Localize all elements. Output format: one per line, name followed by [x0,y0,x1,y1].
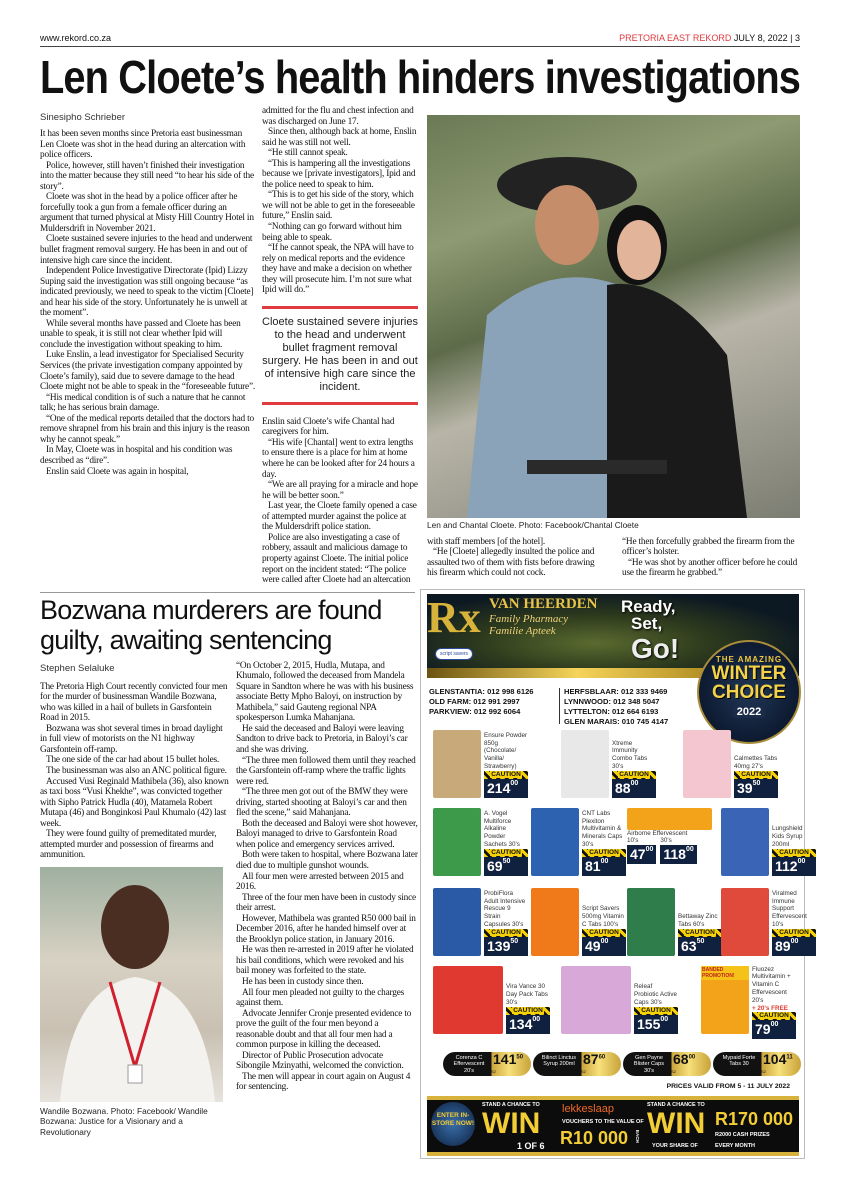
winter-choice-badge [697,640,801,744]
story2-column2 [236,661,418,1093]
paragraph: The men will appear in court again on August 4 for sentencing. [236,1071,411,1093]
price-rand: 68 [673,1050,689,1067]
story1-column2-bottom [262,417,418,586]
caution-text: CAUTION [513,1006,543,1014]
promo-badge: BANDED PROMOTION! [701,966,749,980]
separator: | [790,33,793,43]
story1-column4 [622,537,802,579]
product-item [433,730,528,798]
rx-logo: Rx [427,592,481,642]
competition-banner [427,1096,799,1156]
caution-label [484,771,528,779]
headline-story1: Len Cloete’s health hinders investigations [40,51,801,103]
price-rand: 88 [615,779,631,796]
section-divider [40,592,415,593]
price-tag [752,1020,796,1039]
paragraph: He said the deceased and Baloyi were leaving Sandton to drive back to Pretoria, in Baloyi’s car and she was driving. [236,723,408,755]
product-image [627,888,675,956]
product-name: Ensure Powder 850g (Chocolate/ Vanilla/ Strawberry) [484,731,528,770]
featured-price-pill [533,1052,621,1076]
price-tag [634,1015,678,1034]
price-cents: 50 [752,779,761,787]
caution-label [612,771,656,779]
paragraph: He was then re-arrested in 2019 after he violated his bail conditions, which were revoked and his bail money was forfeited to the state. [236,945,414,977]
product-item [531,888,626,956]
price-rand: 87 [583,1050,599,1067]
variant-2: 30's [660,837,672,845]
headline-story2: Bozwana murderers are found guilty, awaiting sentencing [40,594,382,655]
one-of-six: 1 OF 6 [517,1140,545,1151]
pill-price [493,1052,523,1067]
featured-price-pill [443,1052,531,1076]
product-name: Bettaway Zinc Tabs 60's [678,913,718,928]
price-cents: 00 [790,937,799,945]
paragraph: with staff members [of the hotel]. [427,536,545,547]
paragraph: Both the deceased and Baloyi were shot however, Baloyi managed to drive to Garsfontein Road when police and emergency services arrived. [236,818,418,850]
product-name: A. Vogel Multiforce Alkaline Powder Sachets 30's [484,809,520,848]
product-image [627,808,712,830]
price-rand: 139 [487,937,511,954]
promo-top: THE AMAZING [715,654,783,664]
pull-quote: Cloete sustained severe injuries to the head and underwent bullet fragment removal surgery. He has been in and out of intensive high care since the incident. [262,306,418,405]
product-image [531,888,579,956]
price-tag [484,779,528,798]
paragraph: admitted for the flu and chest infection and was discharged on June 17. [262,106,414,127]
caution-label [752,1012,796,1020]
story1-column2-top [262,106,418,296]
paragraph: “His wife [Chantal] went to extra lengths to ensure there is a place for him at home where he can be looked after for 24 hours a day. [262,437,415,480]
phone-entry: GLEN MARAIS: 010 745 4147 [564,716,669,726]
product-image [721,888,769,956]
byline-story2: Stephen Selaluke [40,662,115,674]
photo-figure [40,867,223,1102]
product-item [683,730,778,798]
paragraph: Police, however, still haven’t finished their investigation into the matter because they still need “to hear his side of the story”. [40,160,254,192]
story1-column1 [40,129,256,477]
slogan [621,598,676,632]
schedule-code: S2 [491,1068,496,1074]
caution-text: CAUTION [491,770,521,778]
price-cents: 50 [516,1054,524,1061]
caution-text: CAUTION [779,848,809,856]
product-name: CNT Labs Plexiton Multivitamin & Minerals Caps 30's [582,809,623,848]
product-item [701,966,796,1040]
caution-label [634,1007,678,1015]
product-image [561,966,631,1034]
paragraph: “One of the medical reports detailed that the doctors had to remove shrapnel from his brain and this injury is the reason why he cannot speak.” [40,413,254,445]
price-cents: 00 [685,846,694,854]
phone-entry: HERFSBLAAR: 012 333 9469 [564,686,668,696]
price-tag [734,779,778,798]
product-image [531,808,579,876]
caution-text: CAUTION [741,770,771,778]
price-tag [772,857,816,876]
paragraph: In May, Cloete was in hospital and his condition was described as “dire”. [40,445,233,466]
price-tag [612,779,656,798]
caution-label [734,771,778,779]
phones-left [429,687,534,717]
story1-body [40,106,418,586]
paragraph: “He [Cloete] allegedly insulted the police and assaulted two of them with fists before drawing his firearm which could not cock. [427,547,595,579]
paragraph: Enslin said Cloete was again in hospital, [46,466,189,477]
caution-text: CAUTION [779,928,809,936]
pill-product-name: Gen Payne Blister Caps 30's [633,1054,665,1074]
paragraph: He has been in custody since then. [242,977,364,987]
paragraph: “He was shot by another officer before he could use the firearm he grabbed.” [622,557,798,579]
story2-column1 [40,682,230,861]
product-image [701,966,749,1034]
product-image [433,730,481,798]
paragraph: “He still cannot speak. [268,148,348,159]
lekkeslaap-logo: lekkeslaap [562,1102,614,1115]
caution-text: CAUTION [759,1012,789,1020]
win-1: WIN [482,1106,541,1140]
win-2: WIN [647,1106,706,1140]
paragraph: Bozwana was shot several times in broad daylight in full view of motorists on the N1 highway Garsfontein off-ramp. [40,723,223,755]
caution-label [772,929,816,937]
product-image [433,808,481,876]
each-label: EACH [635,1129,640,1143]
price-rand: 47 [630,846,646,863]
amount-2: R170 000 [715,1108,794,1129]
paragraph: Both were taken to hospital, where Bozwana later died due to multiple gunshot wounds. [236,850,418,871]
product-item [433,888,528,956]
pill-price [673,1052,695,1067]
price-rand: 89 [775,937,791,954]
brand-title: VAN HEERDEN [489,595,598,612]
product-name: Releaf Probiotic Active Caps 30's [634,983,678,1006]
variant-1: 10's [627,837,639,845]
product-extra: + 20's FREE [752,1004,788,1012]
product-item [433,808,528,876]
vouchers-label: VOUCHERS TO THE VALUE OF [562,1118,644,1125]
price-cents: 00 [797,857,806,865]
price-rand: 81 [585,857,601,874]
slogan-go: Go! [631,632,680,664]
price-cents: 00 [630,779,639,787]
caution-text: CAUTION [685,928,715,936]
chance-label-1: STAND A CHANCE TO [482,1101,540,1108]
phones-right [564,687,668,727]
product-name: Vira Vance 30 Day Pack Tabs 30's [506,983,548,1006]
product-image [433,966,503,1034]
caution-text: CAUTION [589,928,619,936]
price-tag [627,845,656,864]
page-number: 3 [794,33,800,43]
product-name: Script Savers 500mg Vitamin C Tabs 100's [582,905,624,928]
product-image [721,808,769,876]
paragraph: “He then forcefully grabbed the firearm from the officer’s holster. [622,536,795,558]
price-cents: 11 [786,1054,793,1061]
pill-price [763,1052,793,1067]
paragraph: “His medical condition is of such a nature that he cannot talk; he has serious brain damage. [40,392,246,414]
slogan-2: Set, [631,613,663,633]
caution-label [582,849,626,857]
gold-bar [427,668,727,678]
paragraph: “This is hampering all the investigations because we [private investigators], Ipid and the police need to speak to him. [262,158,416,190]
tagline-en: Family Pharmacy [489,612,569,625]
product-name: Airborne Effervescent [627,829,688,837]
paragraph: However, Mathibela was granted R50 000 bail in December 2016, after he handed himself over at the Brooklyn police station, in January 2016. [236,913,416,945]
caution-text: CAUTION [619,770,649,778]
tagline-af: Familie Apteek [489,624,556,637]
paragraph: Enslin said Cloete’s wife Chantal had caregivers for him. [262,416,395,438]
price-cents: 00 [770,1021,779,1029]
paragraph: “Nothing can go forward without him being able to speak. [262,222,402,243]
pill-product-name: Bilinct Linctus Syrup 200ml [541,1054,577,1068]
price-cents: 00 [532,1015,541,1023]
paragraph: Independent Police Investigative Directorate (Ipid) Lizzy Suping said the investigation was still ongoing because “as indicated previously, we need to speak to the victim [Cloete] and hear his side of the story. Unfortunately he is unwell at the moment”. [40,266,254,319]
product-item [627,808,712,865]
paragraph: Advocate Jennifer Cronje presented evidence to prove the guilt of the four men beyond a reasonable doubt and that all four men had a common purpose in killing the deceased. [236,1008,412,1051]
story1-column1-wrap [40,106,256,477]
product-name: Lungshield Kids Syrup 200ml [772,825,803,848]
masthead-right [619,33,800,43]
phone-entry: PARKVIEW: 012 992 6064 [429,706,521,716]
price-tag [484,857,528,876]
promo-choice: CHOICE [712,681,786,703]
month-label: EVERY MONTH [715,1142,756,1149]
paragraph: All four men were arrested between 2015 and 2016. [236,871,404,893]
caution-label [772,849,816,857]
price-rand: 155 [637,1015,661,1032]
price-rand: 141 [493,1050,517,1067]
paragraph: “The three men followed them until they reached the Garsfontein off-ramp where the traffic lights were red. [236,755,416,787]
product-item [433,966,550,1034]
story1-column2-wrap [262,106,418,586]
chance-label-2: STAND A CHANCE TO [647,1101,705,1108]
pill-product-name: Mypaid Forte Tabs 30 [722,1054,756,1068]
price-tag [582,937,626,956]
schedule-code: S2 [581,1068,586,1074]
price-tag [484,937,528,956]
caution-label [484,929,528,937]
product-name: Viralmed Immune Support Effervescent 10's [772,889,807,928]
photo-figures [427,115,800,518]
price-cents: 50 [510,937,519,945]
caution-label [582,929,626,937]
paragraph: While several months have passed and Cloete has been unable to speak, it is still not clear whether Ipid will conclude the investigation without speaking to him. [40,318,241,350]
story1-bottom-columns [427,537,802,579]
pill-product-name: Corenza C Effervescent 20's [453,1054,485,1074]
story2-body [40,661,418,1138]
story1-column3 [427,537,605,579]
prizes-label: R2000 CASH PRIZES [715,1131,770,1138]
price-cents: 00 [660,1015,669,1023]
price-rand: 63 [681,937,697,954]
brand-name [489,596,598,637]
paragraph: Three of the four men have been in custody since their arrest. [236,892,416,914]
paragraph: “This is to get his side of the story, which we will not be able to get in the foreseeable future,” Enslin said. [262,190,415,222]
price-tag [772,937,816,956]
product-name: Fluozez Multivitamin + Vitamin C Effervescent 20's [752,965,791,1004]
phones-divider [559,688,560,724]
phone-entry: LYTTELTON: 012 664 6193 [564,706,659,716]
product-item [561,966,678,1034]
paragraph: “The three men got out of the BMW they were driving, started shooting at Baloyi’s car and then fled the scene,” said Mahanjana. [236,787,408,819]
price-rand: 104 [763,1050,787,1067]
product-item [721,808,816,876]
paragraph: Cloete sustained severe injuries to the head and underwent bullet fragment removal surgery. He has been in and out of intensive high care since the incident. [40,234,253,266]
caution-label [506,1007,550,1015]
photo-len-chantal-cloete [427,115,800,518]
price-cents: 50 [502,857,511,865]
price-rand: 39 [737,779,753,796]
price-tag [660,845,696,864]
product-image [683,730,731,798]
price-cents: 00 [600,857,609,865]
paragraph: “On October 2, 2015, Hudla, Mutapa, and Khumalo, followed the deceased from Mandela Square in Sandton where he was with his business associate Betty Mpho Baloyi, on instruction by Mathibela,” said Gauteng regional NPA spokesperson Lumka Mahanjana. [236,660,414,724]
price-cents: 00 [510,779,519,787]
price-rand: 49 [585,937,601,954]
phone-entry: OLD FARM: 012 991 2997 [429,696,520,706]
paragraph: “We are all praying for a miracle and hope he will be better soon.” [262,480,418,501]
paragraph: Police are also investigating a case of robbery, assault and malicious damage to property against Cloete. The initial police report on the incident stated: “The police were called after Cloete had an altercation [262,532,411,586]
masthead [40,33,800,47]
featured-price-pill [623,1052,711,1076]
paragraph: Director of Public Prosecution advocate Sibongile Mzinyathi, welcomed the conviction. [236,1050,404,1072]
paragraph: Accused Vusi Reginald Mathibela (36), also known as taxi boss “Vusi Khekhe”, was convicted together with Sipho Patrick Hudla (40), Matamela Robert Mutapa (46) and Bonginkosi Paul Khumalo (42) last week. [40,776,229,829]
photo1-caption: Len and Chantal Cloete. Photo: Facebook/Chantal Cloete [427,520,639,530]
product-image [561,730,609,798]
price-rand: 79 [755,1021,771,1038]
paragraph: The Pretoria High Court recently convicted four men for the murder of businessman Wandile Bozwana, who was killed in a hail of bullets in Garsfontein Road in 2015. [40,681,228,724]
price-cents: 00 [600,937,609,945]
schedule-code: S2 [761,1068,766,1074]
caution-text: CAUTION [491,848,521,856]
price-cents: 00 [645,846,654,854]
price-rand: 69 [487,857,503,874]
byline-story1: Sinesipho Schrieber [40,112,126,123]
right-columns [420,115,809,1159]
price-rand: 134 [509,1015,533,1032]
prices-valid: PRICES VALID FROM 5 - 11 JULY 2022 [666,1082,790,1090]
story2-column2-wrap [236,661,418,1093]
photo2-caption: Wandile Bozwana. Photo: Facebook/ Wandile Bozwana: Justice for a Visionary and a Revolutionary [40,1105,208,1137]
price-rand: 214 [487,779,511,796]
paragraph: It has been seven months since Pretoria east businessman Len Cloete was shot in the head during an altercation with police officers. [40,129,246,161]
left-columns [40,106,418,1137]
schedule-code: S2 [671,1068,676,1074]
featured-price-pill [713,1052,801,1076]
promo-year: 2022 [733,706,765,718]
story2-column1-wrap [40,661,230,1138]
issue-date: JULY 8, 2022 [733,33,788,43]
product-item [561,730,656,798]
paragraph: Last year, the Cloete family opened a case of attempted murder against the police at the Muldersdrift police station. [262,501,417,533]
price-cents: 60 [598,1054,606,1061]
photo-wandile-bozwana [40,867,223,1102]
slogan-1: Ready, [621,596,676,616]
paragraph: Luke Enslin, a lead investigator for Specialised Security Services (the private investigation company appointed by Cloete’s family), said due to severe damage to the head Cloete might not be able to speak in the “foreseeable future”. [40,350,256,393]
phone-entry: GLENSTANTIA: 012 998 6126 [429,686,534,696]
product-name: ProbiFlora Adult Intensive Rescue 9 Strain Capsules 30's [484,889,526,928]
price-cents: 50 [696,937,705,945]
caution-text: CAUTION [641,1006,671,1014]
paragraph: “If he cannot speak, the NPA will have to rely on medical reports and the evidence they have and make a decision on whether they will prosecute him. I’m not sure what Ipid will do.” [262,243,414,296]
enter-instore-badge: ENTER IN-STORE NOW! [431,1102,475,1146]
paragraph: They were found guilty of premeditated murder, attempted murder and possession of firearms and ammunition. [40,829,217,861]
paragraph: The businessman was also an ANC political figure. [46,765,227,776]
publication-name: PRETORIA EAST REKORD [619,33,732,43]
price-rand: 118 [663,846,686,863]
phone-entry: LYNNWOOD: 012 348 5047 [564,696,660,706]
price-tag [582,857,626,876]
price-cents: 00 [688,1054,696,1061]
product-image [433,888,481,956]
paragraph: The one side of the car had about 15 bullet holes. [46,755,220,766]
amount-1: R10 000 [560,1127,629,1148]
paragraph: Since then, although back at home, Enslin said he was still not well. [262,127,417,148]
price-rand: 112 [775,857,798,874]
share-label: YOUR SHARE OF [652,1142,698,1149]
caution-text: CAUTION [589,848,619,856]
paragraph: Cloete was shot in the head by a police officer after he forcefully took a gun from a female officer during an argument that turned physical at Misty Hill Country Hotel in Muldersdrift in November 2021. [40,192,254,234]
pharmacy-advertisement [420,589,809,1159]
script-savers-logo: script savers [435,648,473,660]
product-item [627,888,722,956]
product-name: Xtreme Immunity Combo Tabs 30's [612,739,648,770]
promo-winter: WINTER [711,662,787,684]
caution-label [484,849,528,857]
product-item [721,888,816,956]
product-name: Calmettes Tabs 40mg 27's [734,755,778,770]
caution-label [678,929,722,937]
price-tag [678,937,722,956]
paragraph: All four men pleaded not guilty to the charges against them. [236,987,405,1009]
product-item [531,808,626,876]
pill-price [583,1052,605,1067]
website-url: www.rekord.co.za [40,33,112,43]
price-tag [506,1015,550,1034]
caution-text: CAUTION [491,928,521,936]
